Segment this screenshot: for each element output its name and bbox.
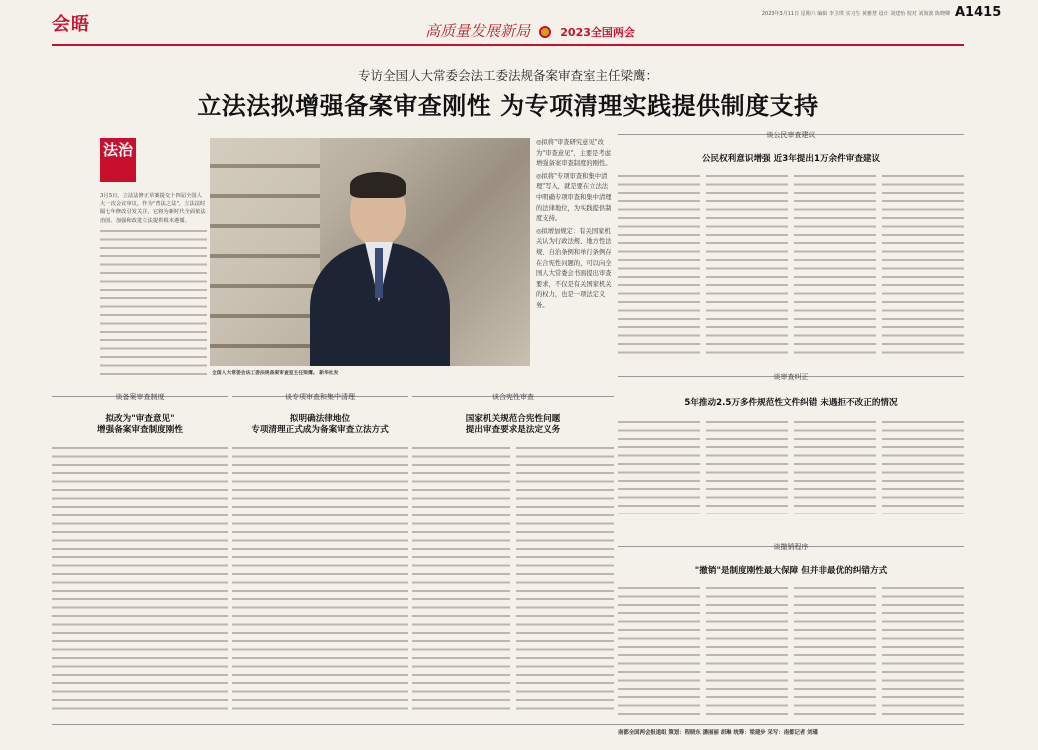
footer-rule [52, 724, 964, 725]
section-label: 谈备案审查制度 [115, 393, 165, 401]
fazhi-logo [100, 138, 136, 182]
column-title: 拟改为"审查意见" 增强备案审查制度刚性 [97, 414, 183, 435]
text-column [706, 418, 788, 514]
article-body [618, 584, 964, 720]
portrait-photo [210, 138, 530, 366]
masthead-rule [52, 44, 964, 46]
slogan-banner [380, 20, 680, 42]
column-special-review [232, 390, 408, 720]
article-title: 公民权利意识增强 近3年提出1万余件审查建议 [701, 154, 881, 164]
text-column [882, 172, 964, 354]
text-column [618, 584, 700, 720]
masthead [0, 0, 1038, 54]
section-label: 会晤 [52, 14, 90, 35]
side-note: ◎拟增加规定：有关国家机关认为行政法规、地方性法规、自治条例和单行条例存在合宪性问题的，可以向全国人大常委会书面提出审查要求，不仅是有关国家机关的权力，也是一项法定义务。 [536, 227, 612, 309]
person-hair [350, 172, 406, 198]
section-badge [52, 10, 106, 35]
text-column [618, 418, 700, 514]
lead-block [100, 138, 207, 368]
article-title: 5年推动2.5万多件规范性文件纠错 未遇拒不改正的情况 [684, 398, 898, 408]
column-body [52, 444, 228, 712]
photo-caption: 全国人大常委会法工委法规备案审查室主任梁鹰。 新华社发 [212, 371, 339, 376]
slogan: 高质量发展新局 [425, 22, 531, 40]
section-label: 谈合宪性审查 [492, 393, 534, 401]
section-label: 谈公民审查建议 [766, 131, 816, 139]
text-column [618, 172, 700, 354]
event-label: 2023全国两会 [560, 26, 635, 39]
text-column [516, 444, 614, 712]
text-column [794, 172, 876, 354]
headline-title: 立法法拟增强备案审查刚性 为专项清理实践提供制度支持 [197, 92, 819, 120]
text-column [794, 418, 876, 514]
lead-text-continued [100, 227, 207, 377]
right-mid-article [618, 370, 964, 520]
column-title: 国家机关规范合宪性问题 提出审查要求是法定义务 [465, 414, 561, 435]
person-tie [375, 248, 383, 298]
text-column [706, 172, 788, 354]
section-label: 谈撤销程序 [773, 543, 809, 551]
headline-kicker: 专访全国人大常委会法工委法规备案审查室主任梁鹰： [357, 68, 658, 83]
dateline: 2023年3月11日 星期六 编辑 李卫琪 实习生 黄雅慧 设计 刘建怡 校对 刘海波 陈晓卿 [761, 11, 950, 17]
text-column [882, 418, 964, 514]
column-recording [52, 390, 228, 720]
photo-side-notes [536, 138, 614, 312]
side-note: ◎拟将"审查研究意见"改为"审查意见"，主要是考虑增强备案审查制度的刚性。 [536, 139, 612, 168]
right-lower-article [618, 540, 964, 720]
text-column [794, 584, 876, 720]
column-body [232, 444, 408, 712]
section-label: 谈专项审查和集中清理 [285, 393, 355, 401]
lead-text: 3月5日，立法法修正草案提交十四届全国人大一次会议审议，作为"普法之法"，立法法时隔七年修改引发关注，它将为新时代全面依法治国、加强和改进立法提供根本遵循。 [100, 193, 206, 224]
text-column [412, 444, 510, 712]
text-column [882, 584, 964, 720]
article-body [618, 172, 964, 354]
article-body [618, 418, 964, 514]
column-title: 拟明确法律地位 专项清理正式成为备案审查立法方式 [251, 414, 389, 435]
footer-credit: 南都全国两会报道组 策划：程晓东 潘丽丽 胡琳 统筹：梁建步 采写：南都记者 刘瑾 [618, 730, 818, 736]
logo-text: 法治 [102, 141, 133, 159]
article-title: "撤销"是制度刚性最大保障 但并非最优的纠错方式 [694, 566, 888, 576]
page-number: A1415 [955, 5, 1002, 20]
column-constitutionality [412, 390, 614, 720]
emblem-icon [539, 26, 551, 38]
side-note: ◎拟将"专项审查和集中清理"写入，就是要在立法法中明确专项审查和集中清理的法律地位，为实践提供制度支持。 [536, 172, 612, 223]
bookshelf [210, 138, 320, 366]
section-label: 谈审查纠正 [773, 373, 809, 381]
column-body [412, 444, 614, 712]
text-column [706, 584, 788, 720]
right-upper-article [618, 128, 964, 368]
